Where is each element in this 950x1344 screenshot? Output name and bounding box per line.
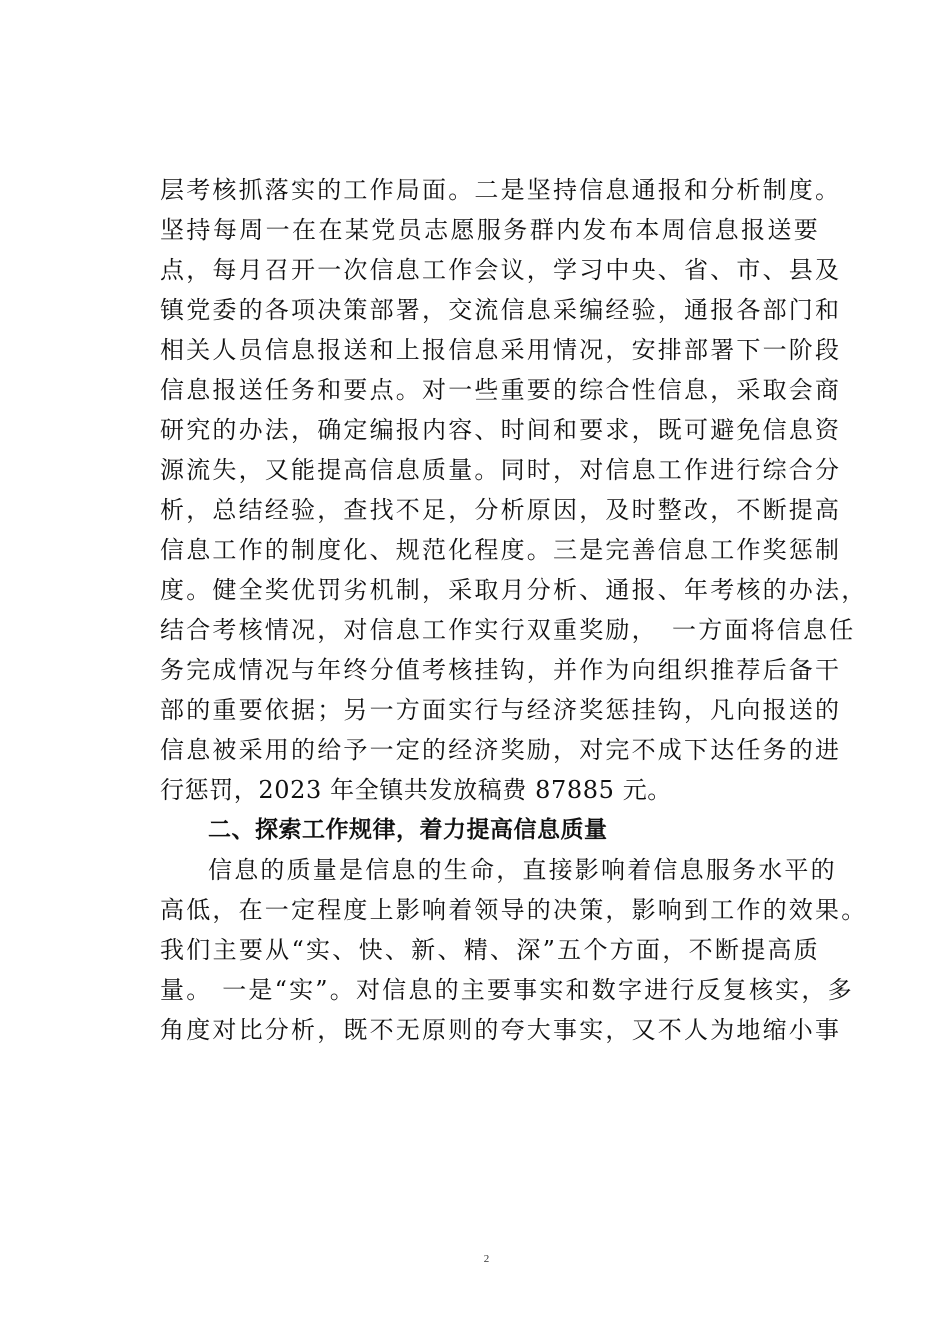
paragraph-line: 信息的质量是信息的生命，直接影响着信息服务水平的: [208, 856, 837, 884]
section-heading: 二、探索工作规律，着力提高信息质量: [208, 817, 608, 843]
paragraph-line: 信息报送任务和要点。对一些重要的综合性信息，采取会商: [160, 376, 842, 404]
paragraph-line: 部的重要依据；另一方面实行与经济奖惩挂钩，凡向报送的: [160, 696, 842, 724]
paragraph-line: 结合考核情况，对信息工作实行双重奖励， 一方面将信息任: [160, 616, 856, 644]
paragraph-line: 行惩罚，2023 年全镇共发放稿费 87885 元。: [160, 776, 672, 804]
paragraph-line: 坚持每周一在在某党员志愿服务群内发布本周信息报送要: [160, 216, 820, 244]
paragraph-line: 层考核抓落实的工作局面。二是坚持信息通报和分析制度。: [160, 176, 842, 204]
paragraph-line: 镇党委的各项决策部署，交流信息采编经验，通报各部门和: [160, 296, 842, 324]
paragraph-line: 信息被采用的给予一定的经济奖励，对完不成下达任务的进: [160, 736, 842, 764]
paragraph-line: 点，每月召开一次信息工作会议，学习中央、省、市、县及: [160, 256, 842, 284]
paragraph-line: 角度对比分析，既不无原则的夸大事实，又不人为地缩小事: [160, 1016, 842, 1044]
paragraph-line: 量。 一是“实”。对信息的主要事实和数字进行反复核实，多: [160, 976, 854, 1004]
paragraph-line: 务完成情况与年终分值考核挂钩，并作为向组织推荐后备干: [160, 656, 842, 684]
paragraph-line: 我们主要从“实、快、新、精、深”五个方面，不断提高质: [160, 936, 820, 964]
paragraph-line: 信息工作的制度化、规范化程度。三是完善信息工作奖惩制: [160, 536, 842, 564]
page-number: 2: [483, 1253, 490, 1265]
paragraph-line: 相关人员信息报送和上报信息采用情况，安排部署下一阶段: [160, 336, 842, 364]
paragraph-line: 析，总结经验，查找不足，分析原因，及时整改，不断提高: [160, 496, 842, 524]
paragraph-line: 源流失，又能提高信息质量。同时，对信息工作进行综合分: [160, 456, 842, 484]
paragraph-line: 研究的办法，确定编报内容、时间和要求，既可避免信息资: [160, 416, 842, 444]
paragraph-line: 度。健全奖优罚劣机制，采取月分析、通报、年考核的办法，: [160, 576, 868, 604]
paragraph-line: 高低，在一定程度上影响着领导的决策，影响到工作的效果。: [160, 896, 868, 924]
